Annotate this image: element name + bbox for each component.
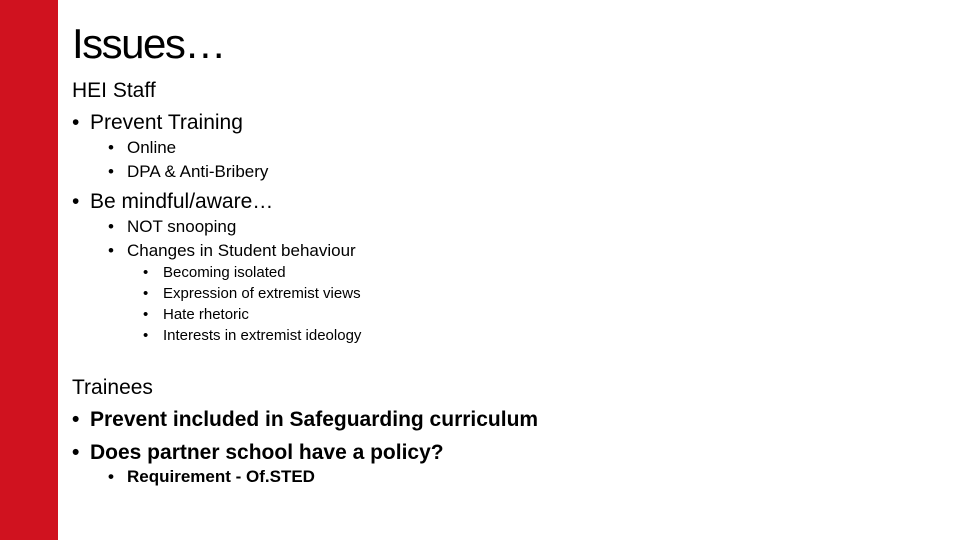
bullet-marker: • xyxy=(143,327,149,344)
bullet-behaviour-item xyxy=(143,284,361,304)
bullet-changes-behaviour xyxy=(108,240,356,262)
bullet-marker: • xyxy=(143,306,149,323)
bullet-marker: • xyxy=(72,111,80,134)
bullet-text: Prevent Training xyxy=(90,111,243,134)
bullet-marker: • xyxy=(108,241,114,260)
bullet-partner-school xyxy=(72,440,444,466)
bullet-behaviour-item xyxy=(143,326,361,346)
bullet-behaviour-item xyxy=(143,263,286,283)
bullet-text: Changes in Student behaviour xyxy=(127,241,356,260)
bullet-marker: • xyxy=(108,138,114,157)
bullet-marker: • xyxy=(72,441,80,464)
accent-side-bar xyxy=(0,0,58,540)
slide-title: Issues… xyxy=(72,20,225,67)
bullet-prevent-included xyxy=(72,407,538,433)
bullet-dpa xyxy=(108,161,268,183)
bullet-marker: • xyxy=(72,190,80,213)
bullet-text: Hate rhetoric xyxy=(163,306,249,323)
bullet-text: Does partner school have a policy? xyxy=(90,441,444,464)
bullet-marker: • xyxy=(143,264,149,281)
bullet-text: DPA & Anti-Bribery xyxy=(127,162,269,181)
hei-staff-heading: HEI Staff xyxy=(72,79,156,102)
bullet-text: Prevent included in Safeguarding curriculum xyxy=(90,408,539,431)
bullet-text: Be mindful/aware… xyxy=(90,190,274,213)
bullet-text: Expression of extremist views xyxy=(163,285,361,302)
bullet-be-mindful xyxy=(72,189,273,215)
trainees-heading: Trainees xyxy=(72,376,153,399)
bullet-prevent-training xyxy=(72,110,243,136)
bullet-text: Becoming isolated xyxy=(163,264,286,281)
bullet-online xyxy=(108,137,176,159)
bullet-marker: • xyxy=(108,217,114,236)
bullet-marker: • xyxy=(108,467,114,486)
bullet-text: Interests in extremist ideology xyxy=(163,327,362,344)
bullet-behaviour-item xyxy=(143,305,249,325)
bullet-marker: • xyxy=(108,162,114,181)
bullet-marker: • xyxy=(143,285,149,302)
bullet-text: NOT snooping xyxy=(127,217,237,236)
bullet-marker: • xyxy=(72,408,80,431)
bullet-text: Requirement - Of.STED xyxy=(127,467,315,486)
bullet-requirement xyxy=(108,466,315,488)
bullet-not-snooping xyxy=(108,216,236,238)
bullet-text: Online xyxy=(127,138,177,157)
